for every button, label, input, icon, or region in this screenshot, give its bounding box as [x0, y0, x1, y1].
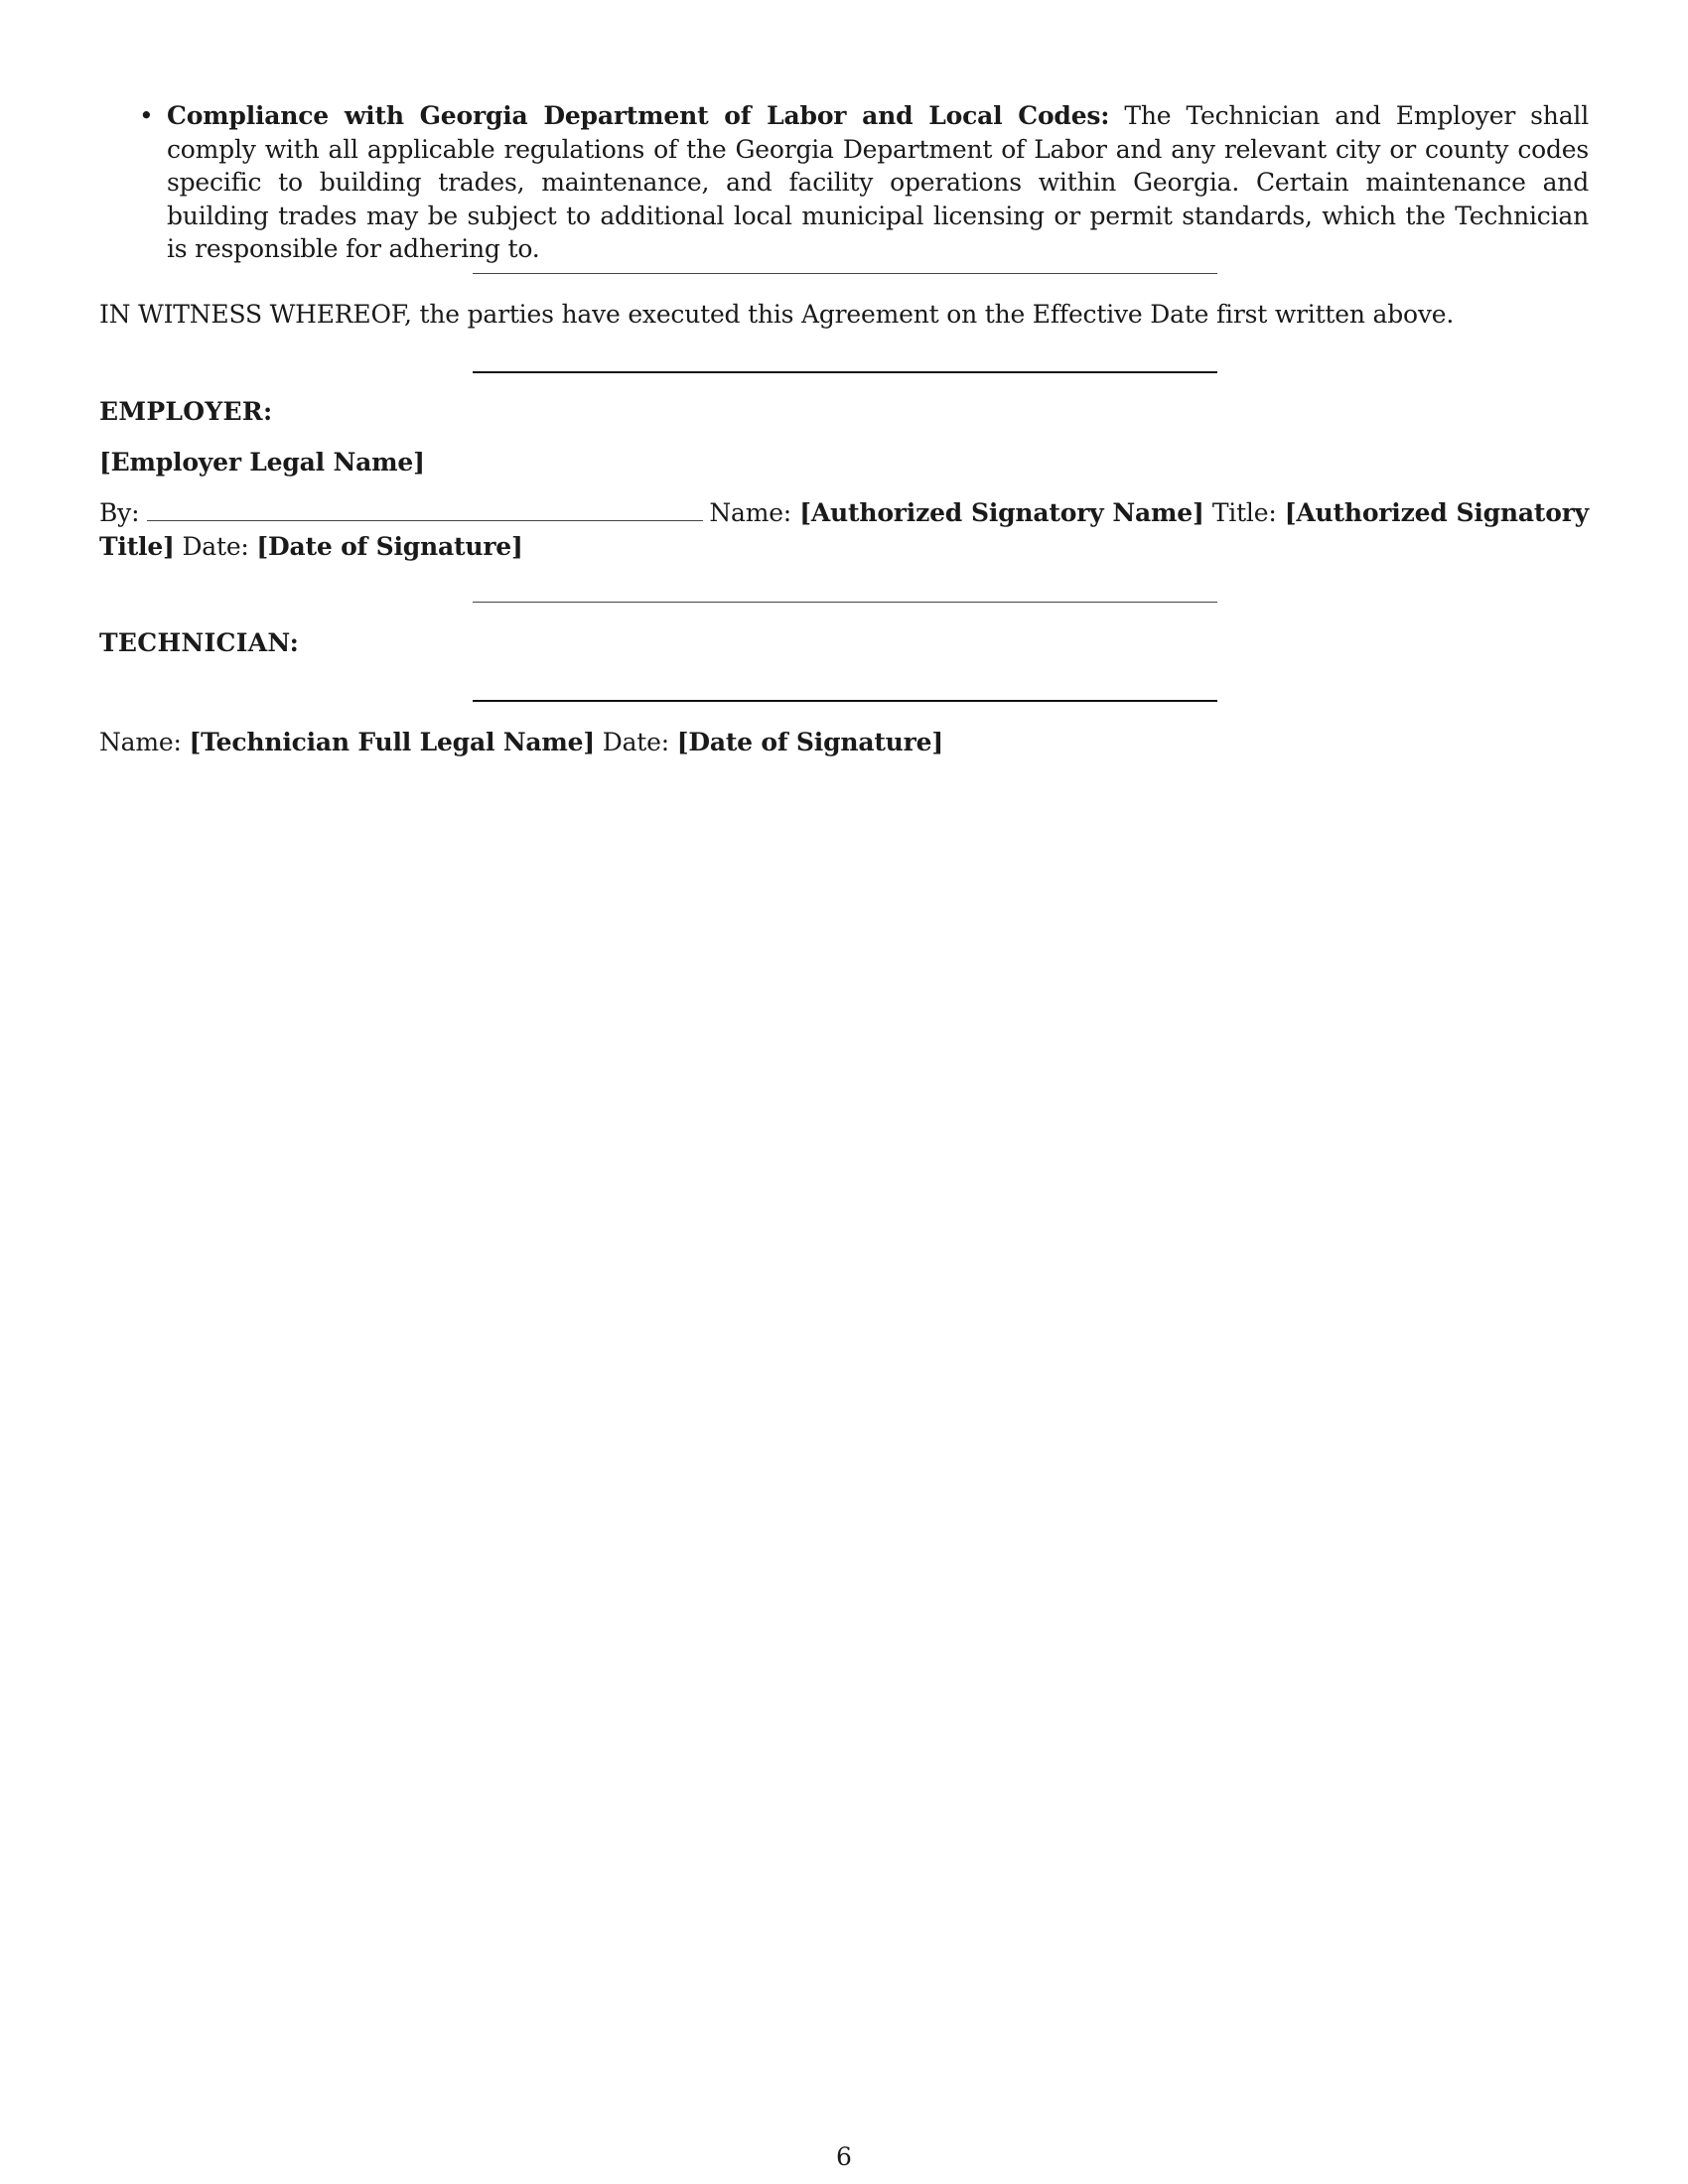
employer-legal-name: [99, 446, 1589, 479]
clause-list: [99, 99, 1589, 266]
technician-signature-line[interactable]: [473, 700, 1217, 702]
technician-name-value: [Technician Full Legal Name]: [189, 728, 595, 756]
bullet-icon: •: [139, 101, 154, 130]
employer-title-value: [Authorized Signatory Title]: [99, 498, 1589, 561]
page-number: 6: [836, 2142, 852, 2171]
employer-title-label: Title:: [1211, 498, 1277, 527]
technician-date-label: Date:: [602, 728, 669, 756]
technician-heading: TECHNICIAN:: [99, 628, 300, 657]
by-label: By:: [99, 498, 140, 527]
clause-body: The Technician and Employer shall comply with all applicable regulations of the Georgia Department of Labor and any relevant city or county codes specific to building trades, maintenance, and facility operations within Georgia. Certain maintenance and building trades may be subject to additional local municipal licensing or permit standards, which the Technician is responsible for adhering to.: [167, 101, 1589, 263]
clause-heading: Compliance with Georgia Department of Labor and Local Codes:: [167, 101, 1110, 130]
compliance-clause: [99, 99, 1589, 266]
employer-name-value: [Authorized Signatory Name]: [799, 498, 1204, 527]
employer-date-label: Date:: [182, 531, 249, 561]
employer-date-value: [Date of Signature]: [256, 531, 523, 561]
employer-signature-block: [99, 496, 1589, 563]
employer-name-label: Name:: [709, 498, 792, 527]
employer-heading: EMPLOYER:: [99, 397, 273, 426]
section-divider: [473, 602, 1217, 603]
employer-signature-line[interactable]: [147, 500, 703, 521]
section-divider: [473, 273, 1217, 274]
signature-divider: [473, 371, 1217, 373]
technician-name-label: Name:: [99, 728, 182, 756]
witness-statement: IN WITNESS WHEREOF, the parties have executed this Agreement on the Effective Date first written above.: [99, 300, 1455, 329]
employer-legal-name-value: [Employer Legal Name]: [99, 448, 425, 477]
technician-signature-block: [99, 726, 1589, 759]
technician-date-value: [Date of Signature]: [676, 728, 943, 756]
